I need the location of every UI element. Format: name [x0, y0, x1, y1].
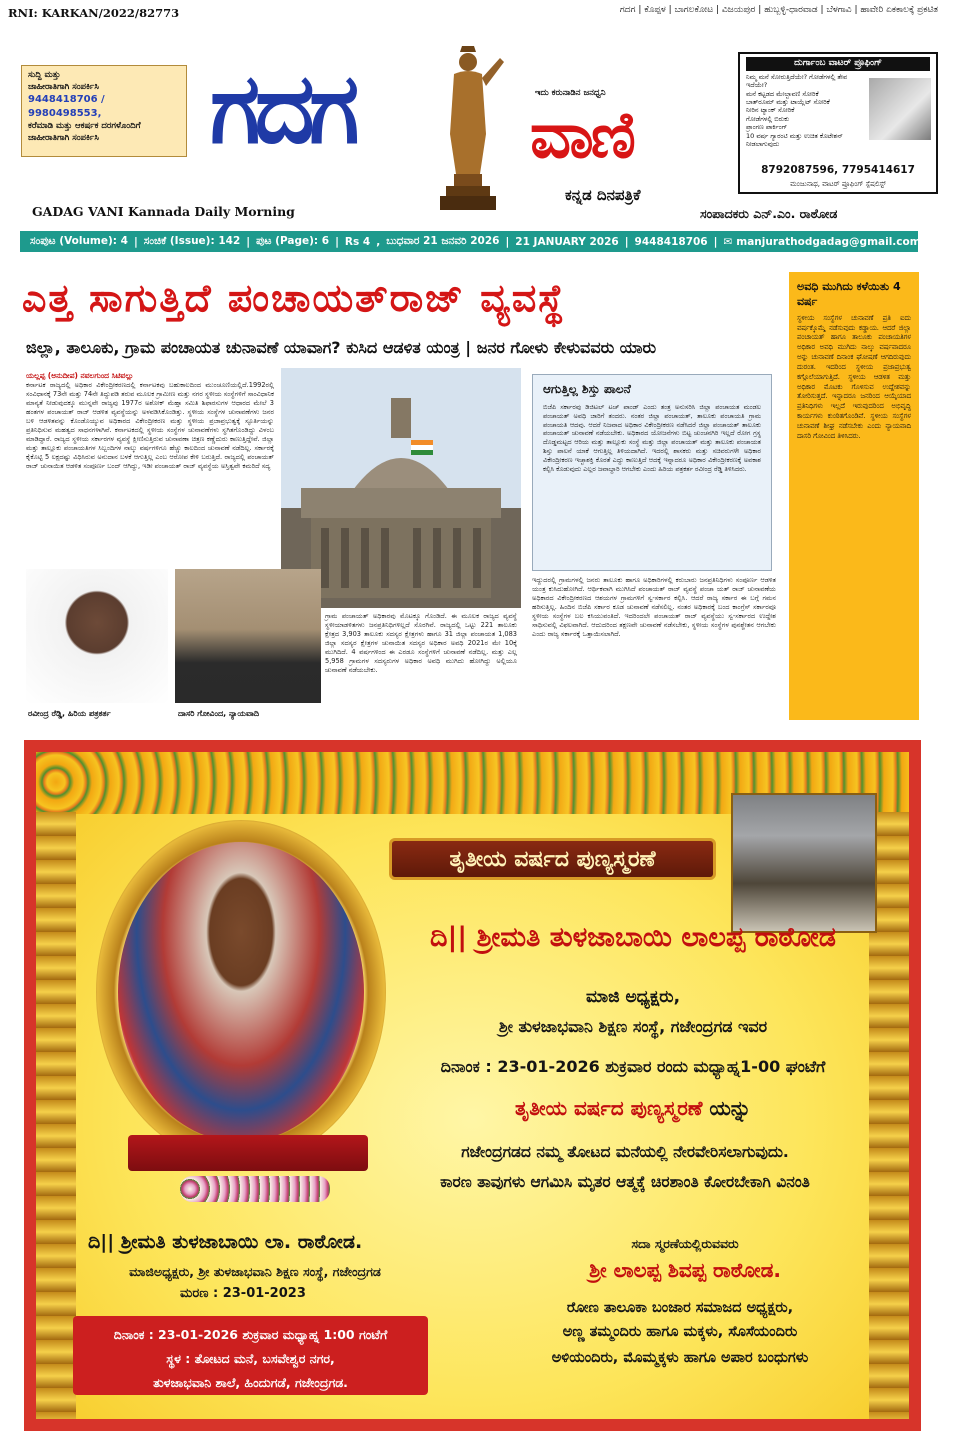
location-icon: ◉ [932, 235, 942, 248]
sidebar-title: ಅವಧಿ ಮುಗಿದು ಕಳೆಯಿತು 4 ವರ್ಷ [797, 280, 901, 308]
samadhi-photo [731, 793, 877, 933]
ad-line: ಬಾತ್‌ರೂಮ್ ಮತ್ತು ಟಾಯ್ಲೆಟ್ ಸೋರಿಕೆ [746, 98, 830, 106]
red-ribbon [128, 1135, 368, 1171]
contact-line-4: ಜಾಹೀರಾತಿಗಾಗಿ ಸಂಪರ್ಕಿಸಿ [28, 132, 99, 143]
date-kannada: ಬುಧವಾರ 21 ಜನವರಿ 2026 [386, 235, 500, 247]
place: ಗದಗ [945, 235, 964, 247]
contact-line-3: ಕರೆಮಾಡಿ ಮತ್ತು ಆಕರ್ಷಕ ದರಗಳೊಂದಿಗೆ [28, 121, 141, 132]
ravindra-reddy-photo [26, 569, 168, 703]
discipline-sidebox [532, 374, 772, 571]
ad-line-3: ದಿನಾಂಕ : 23-01-2026 ಶುಕ್ರವಾರ ರಂದು ಮಧ್ಯಾಹ್ನ1-00 ಘಂಟೆಗೆ [440, 1057, 826, 1076]
anniversary-banner: ತೃತೀಯ ವರ್ಷದ ಪುಣ್ಯಸ್ಮರಣೆ [389, 838, 716, 880]
ad-title: ದುರ್ಗಾಂಬ ವಾಟರ್ ಪ್ರೂಫಿಂಗ್ [746, 57, 930, 71]
sidebar-text: ಸ್ಥಳೀಯ ಸಂಸ್ಥೆಗಳ ಚುನಾವಣೆ ಪ್ರತಿ ಐದು ವರ್ಷಕ್ಕೊಮ್ಮೆ ನಡೆಸುವುದು ಕಡ್ಡಾಯ. ಆದರೆ ಜಿಲ್ಲಾ ಪಂಚಾಯತ್ ಹಾಗೂ ತಾಲೂಕು ಪಂಚಾಯತಿಗಳ ಅಧಿಕಾರ ಅವಧಿ ಮುಗಿದು ನಾಲ್ಕು ವರ್ಷವಾದರೂ ಅನ್ನು ಚುನಾವಣೆ ದಿನಾಂಕ ಘೋಷಣೆ ಆಗದಿರುವುದು ದುರಂತ. ಇದರಿಂದ ಸ್ಥಳೀಯ ಪ್ರಜಾಪ್ರಭುತ್ವ ಕಗ್ಗೊಲೆಯಾಗುತ್ತಿದೆ. ಸ್ಥಳೀಯ ಆಡಳಿತ ಮತ್ತು ಅಧಿಕಾರ ಮೊಟಕು ಗೊಳಿಸುವ ಉದ್ದೇಶವನ್ನು ತೋರಿಸುತ್ತದೆ. ಇನ್ನಾದರೂ ಜನರಿಂದ ಆಯ್ಕೆಯಾದ ಪ್ರತಿನಿಧಿಗಳು ಇಲ್ಲದೆ ಇರುವುದರಿಂದ ಅಭಿವೃದ್ಧಿ ಕಾರ್ಯಗಳು ಕುಂಠಿತಗೊಂಡಿವೆ. ಸ್ಥಳೀಯ ಸಂಸ್ಥೆಗಳ ಚುನಾವಣೆ ಶೀಘ್ರ ನಡೆಸಬೇಕು ಎಂದು ನ್ಯಾಯವಾದಿ ದಾಸರಿ ಗೋವಿಂದ ತಿಳಿಸಿದರು. [797, 313, 911, 440]
sidebox-title: ಆಗುತ್ತಿಲ್ಲ ಶಿಸ್ತು ಪಾಲನೆ [543, 382, 631, 396]
contact-box [21, 65, 187, 157]
editions-list: ಗದಗ | ಕೊಪ್ಪಳ | ಬಾಗಲಕೋಟ | ವಿಜಯಪುರ | ಹುಬ್ಬಳ್ಳಿ-ಧಾರವಾಡ | ಬೆಳಗಾವಿ | ಹಾವೇರಿ ಏಕಕಾಲಕ್ಕೆ ಪ್ರಕಟಿತ [619, 5, 938, 15]
sidebox-text: ಬಿಜೆಪಿ ಸರ್ಕಾರವು ಡಿಜಿಟಲ್ ಟಚ್ ಪಾಂಡ್ ಎಂದು ತಂತ್ರ ಅನುಸರಿಸಿ ಜಿಲ್ಲಾ ಪಂಚಾಯತ ಮಂಡಲ ಪಂಚಾಯತ್ ಅವಧಿ ಜಾರಿಗೆ ತಂದರು. ನಂತರ ಜಿಲ್ಲಾ ಪಂಚಾಯತ್, ತಾಲೂಕು ಪಂಚಾಯತಿ ಗ್ರಾಮ ಪಂಚಾಯತಿ ಆದವು. ಆದರೆ ನಿಜವಾದ ಅಧಿಕಾರ ವಿಕೇಂದ್ರೀಕರಣ ನಡೆಸಿದರೆ ಜಿಲ್ಲಾ ಪಂಚಾಯತ್ ತಾಲೂಕು ಪಂಚಾಯತ್ ಚುನಾವಣೆ ನಡೆಯಬೇಕು. ಅಧಿಕಾರದ ಯೋಜನೆಗಳು ಬಿಟ್ಟ ಚುಂಚನಗಿರಿ ಇಲ್ಲದೆ ರೋಗ ಗ್ರಸ್ಥ ದೊಡ್ಡಮಟ್ಟದ ಆರಿಯ ಮತ್ತು ತಾಲ್ಲೂಕು ಸಂಸ್ಥೆ ಮತ್ತು ಜಿಲ್ಲಾ ಪಂಚಾಯತ್ ಮತ್ತು ತಾಲೂಕು ಪಂಚಾಯತ ಶಿಸ್ತು ಪಾಲನೆ ಯಾಕೆ ಆಗುತ್ತಿಲ್ಲ ತಿಳಿಯದಾಗಿದೆ. ಇದರಲ್ಲಿ ಶಾಸಕರು ಮತ್ತು ಸಚಿವರುಗಳೇ ಅಧಿಕಾರ ವಿಕೇಂದ್ರೀಕರಣ ಇಚ್ಛಾಶಕ್ತಿ ಕೊರತೆ ಎದ್ದು ಕಾಣುತ್ತಿದೆ ಆದಕ್ಕೆ ಇನ್ನಾದರೂ ಅಧಿಕಾರ ವಿಕೇಂದ್ರೀಕರಣಕ್ಕೆ ಅವಕಾಶ ಕಲ್ಪಿಸಿ ಕೊಡುವುದು ಎಲ್ಲರ ಜವಾಬ್ದಾರಿ ಆಗಬೇಕು ಎಂದು ಹಿರಿಯ ಪತ್ರಕರ್ತ ರವೀಂದ್ರ ರೆಡ್ಡಿ ತಿಳಿಸಿದರು. [543, 403, 761, 473]
event-details-box [73, 1316, 428, 1395]
ad-line: ನೀರಿನ ಟ್ಯಾಂಕ್ ಸೋರಿಕೆ [746, 106, 795, 115]
ad-lines [746, 73, 864, 149]
ad-photo [869, 78, 931, 140]
remembered-by-label: ಸದಾ ಸ್ಮರಣೆಯಲ್ಲಿರುವವರು [631, 1236, 739, 1251]
byline: ಯಲ್ಲಪ್ಪ (ಅನುದೀಪ) ನವಲಗುಂದ ಸಿಟಿವಲ್ಲು [26, 371, 134, 380]
contact-line-1: ಸುದ್ದಿ ಮತ್ತು [28, 70, 61, 80]
contact-line-2: ಜಾಹೀರಾತಿಗಾಗಿ ಸಂಪರ್ಕಿಸಿ [28, 81, 99, 92]
photo-caption-1: ರವೀಂದ್ರ ರೆಡ್ಡಿ, ಹಿರಿಯ ಪತ್ರಕರ್ತ [28, 709, 111, 718]
ad-line-5: ಗಜೇಂದ್ರಗಡದ ನಮ್ಮ ತೋಟದ ಮನೆಯಲ್ಲಿ ನೇರವೇರಿಸಲಾಗುವುದು. [461, 1143, 789, 1161]
ad-line: ನಿಮ್ಮ ಮನೆ ಸೋರುತ್ತಿದೆಯೇ? ಗೋಡೆಗಳಲ್ಲಿ ತೇವ ಇದೆಯೇ? [746, 72, 848, 90]
left-pillar [36, 812, 76, 1419]
envelope-icon: ✉ [723, 235, 733, 248]
kannada-daily-label: ಕನ್ನಡ ದಿನಪತ್ರಿಕೆ [565, 186, 641, 204]
event-date: ದಿನಾಂಕ : 23-01-2026 ಶುಕ್ರವಾರ ಮಧ್ಯಾಹ್ನ 1:00 ಗಂಟೆಗೆ [113, 1327, 388, 1342]
photo-caption-2: ದಾಸರಿ ಗೋವಿಂದ, ನ್ಯಾಯವಾದಿ [178, 709, 260, 718]
event-place: ಸ್ಥಳ : ತೋಟದ ಮನೆ, ಬಸವೇಶ್ವರ ನಗರ, [166, 1350, 335, 1366]
ad-line-6: ಕಾರಣ ತಾವುಗಳು ಆಗಮಿಸಿ ಮೃತರ ಆತ್ಮಕ್ಕೆ ಚಿರಶಾಂತಿ ಕೋರಬೇಕಾಗಿ ವಿನಂತಿ [440, 1173, 810, 1191]
event-place-2: ತುಳಜಾಭವಾನಿ ಶಾಲೆ, ಹಿಂದುಗಡೆ, ಗಜೇಂದ್ರಗಡ. [153, 1374, 348, 1390]
phone: 9448418706 [634, 235, 708, 248]
email-link[interactable]: manjurathodgadag@gmail.com [736, 235, 921, 248]
death-date: ಮರಣ : 23-01-2023 [180, 1286, 306, 1301]
ad-line: ಗೋಡೆಗಳಲ್ಲಿ ಬಿರುಕು [746, 114, 790, 123]
ad-line: ಪ್ರಾಂಗಣ ಪಾರ್ಕಿಂಗ್ [746, 123, 788, 132]
ad-line-1: ಮಾಜಿ ಅಧ್ಯಕ್ಷರು, [585, 987, 681, 1007]
logo-gadaga: ಗದಗ [210, 51, 354, 166]
remembered-by-line-2: ಅಣ್ಣ ತಮ್ಮಂದಿರು ಹಾಗೂ ಮಕ್ಕಳು, ಸೊಸೆಯಂದಿರು [562, 1324, 798, 1340]
ad-line: 10 ವರ್ಷ ಗ್ಯಾರಂಟಿ ಮತ್ತು ಉಚಿತ ಕೊಟೇಶನ್ ನೀಡಲಾಗುವುದು [746, 131, 843, 149]
ad-phone: 8792087596, 7795414617 [761, 164, 915, 177]
dasari-govinda-photo [175, 569, 321, 703]
subheadline: ಜಿಲ್ಲಾ, ತಾಲೂಕು, ಗ್ರಾಮ ಪಂಚಾಯತ ಚುನಾವಣೆ ಯಾವಾಗ? ಕುಸಿದ ಆಡಳಿತ ಯಂತ್ರ | ಜನರ ಗೋಳು ಕೇಳುವವರು ಯಾರು [26, 338, 657, 357]
rni-number: RNI: KARKAN/2022/82773 [8, 6, 180, 20]
deceased-name: ದಿ|| ಶ್ರೀಮತಿ ತುಳಜಾಬಾಯಿ ಲಾಲಪ್ಪ ರಾಠೋಡ [430, 922, 836, 953]
article-column-3: ಇದ್ದುದರಲ್ಲಿ ಗ್ರಾಮಗಳಲ್ಲಿ ಜನರು ತಾಲೂಕು ಹಾಗೂ ಅಧಿಕಾರಿಗಳಲ್ಲಿ ಕರುಬಾರು ಜನಪ್ರತಿನಿಧಿಗಳು ಸಂಪೂರ್ಣ ಆಡಳಿತ ಯಂತ್ರ ಕುಸಿದುಹೋಗಿದೆ. ಆರ್ಥಿಕವಾಗಿ ಮುಗಿಸಿದೆ ಪಂಚಾಯತ್ ರಾಜ್ ವ್ಯವಸ್ಥೆ ಪಂಚಾ ಯತ್ ರಾಜ್ ಚುನಾವಣೆಯ ಅಧಿಕಾರದ ವಿಕೇಂದ್ರೀಕರಣದ ಆಶಯಗಳ ಗ್ರಾಮಗಳಿಗೆ ಸ್ವ-ಸರ್ಕಾರ ಕಲ್ಪಿಸಿ. ಆದರೆ ರಾಜ್ಯ ಸರ್ಕಾರ ಈ ಬಗ್ಗೆ ಗಮನ ಹರಿಸುತ್ತಿಲ್ಲ. ಹಿಂದಿನ ಬಿಜೆಪಿ ಸರ್ಕಾರ ಕೂಡ ಚುನಾವಣೆ ನಡೆಸಲಿಲ್ಲ. ನಂತರ ಅಧಿಕಾರಕ್ಕೆ ಬಂದ ಕಾಂಗ್ರೆಸ್ ಸರ್ಕಾರವೂ ಸ್ಥಳೀಯ ಸಂಸ್ಥೆಗಳ ಬಲ ಕಸಿಯುವಂತಿದೆ. ಇದರಿಂದಲೇ ಪಂಚಾಯತ್ ರಾಜ್ ವ್ಯವಸ್ಥೆಯು ಸ್ವ-ಸರ್ಕಾರದ ಉದ್ದೇಶ ಸಾಧಿಸುವಲ್ಲಿ ವಿಫಲವಾಗಿದೆ. ಆದುದರಿಂದ ತಕ್ಷಣವೇ ಚುನಾವಣೆ ನಡೆಸಬೇಕು, ಸ್ಥಳೀಯ ಸಂಸ್ಥೆಗಳ ಪುನಶ್ಚೇತನ ಆಗಬೇಕು ಎಂದು ರಾಜ್ಯ ಸರ್ಕಾರಕ್ಕೆ ಒತ್ತಾಯಿಸಲಾಗಿದೆ. [532, 576, 776, 638]
ad-footer: ಮಂಜುನಾಥ, ವಾಟರ್ ಪ್ರೂಫಿಂಗ್ ಸ್ಪೆಷಲಿಸ್ಟ್ [790, 179, 886, 188]
portrait-name: ದಿ|| ಶ್ರೀಮತಿ ತುಳಜಾಬಾಯಿ ಲಾ. ರಾಠೋಡ. [88, 1231, 363, 1253]
portrait-post: ಮಾಜಿಅಧ್ಯಕ್ಷರು, ಶ್ರೀ ತುಳಜಾಭವಾನಿ ಶಿಕ್ಷಣ ಸಂಸ್ಥೆ, ಗಜೇಂದ್ರಗಡ [129, 1264, 381, 1279]
logo-vani: ವಾಣಿ [530, 98, 633, 173]
remembered-by-name: ಶ್ರೀ ಲಾಲಪ್ಪ ಶಿವಪ್ಪ ರಾಠೋಡ. [589, 1258, 781, 1282]
ad-line: ಮನೆ ಕಟ್ಟಡದ ಮೇಲ್ಛಾವಣಿ ಸೋರಿಕೆ [746, 89, 819, 98]
headline: ಎತ್ತ ಸಾಗುತ್ತಿದೆ ಪಂಚಾಯತ್‌ರಾಜ್ ವ್ಯವಸ್ಥೆ [22, 276, 566, 320]
volume: ಸಂಪುಟ (Volume): 4 [30, 235, 128, 247]
price: Rs 4 [344, 235, 371, 248]
article-column-2: ಗ್ರಾಮ ಪಂಚಾಯತ್ ಅಧಿಕಾರವು ಮೊಟಕ್ಕೂ ಗೊಂಡಿದೆ. ಈ ಮೂಲಕ ರಾಜ್ಯದ ವ್ಯವಸ್ಥೆ ಸ್ಥಳೀಯಾಡಳಿತಗಳು ಜನಪ್ರತಿನಿಧಿಗಳಿಲ್ಲದೆ ಸೊರಗಿವೆ. ರಾಜ್ಯದಲ್ಲಿ ಒಟ್ಟು 221 ತಾಲೂಕು ಕ್ಷೇತ್ರದ 3,903 ತಾಲೂಕು ಸದಸ್ಯರ ಕ್ಷೇತ್ರಗಳು ಹಾಗೂ 31 ಜಿಲ್ಲಾ ಪಂಚಾಯತ 1,083 ಜಿಲ್ಲಾ ಸದಸ್ಯರ ಕ್ಷೇತ್ರಗಳ ಚುನಾಯಿತ ಸದಸ್ಯರ ಅಧಿಕಾರ ಅವಧಿ 2021ರ ಮೇ 10ಕ್ಕೆ ಮುಗಿದಿದೆ. 4 ವರ್ಷಗಳಿಂದ ಈ ಎರಡೂ ಸಂಸ್ಥೆಗಳಿಗೆ ಚುನಾವಣೆ ನಡೆದಿಲ್ಲ. ಮತ್ತು ಎಲ್ಲ 5,958 ಗ್ರಾಮಗಳ ಸದಸ್ಯರುಗಳ ಅಧಿಕಾರ ಅವಧಿ ಮುಗಿದು ಹೋಗಿದ್ದು ಅಲ್ಲಿಯೂ ಚುನಾವಣೆ ನಡೆಯಬೇಕು. [325, 612, 517, 674]
date-english: 21 JANUARY 2026 [515, 235, 619, 248]
term-expired-sidebar [789, 272, 919, 720]
ad-line-4 [388, 1096, 878, 1120]
contact-phones: 9448418706 / 9980498553, [28, 94, 105, 120]
ad-line-4-rest: ಯನ್ನು [702, 1096, 751, 1120]
logo-tagline: ಇದು ಕರುನಾಡಿನ ಜನಧ್ವನಿ [535, 88, 606, 98]
issue: ಸಂಚಿಕೆ (Issue): 142 [143, 235, 241, 247]
ad-line-2: ಶ್ರೀ ತುಳಜಾಭವಾನಿ ಶಿಕ್ಷಣ ಸಂಸ್ಥೆ, ಗಜೇಂದ್ರಗಡ ಇವರ [498, 1017, 768, 1036]
deceased-portrait [118, 842, 364, 1142]
pages: ಪುಟ (Page): 6 [256, 235, 330, 247]
remembered-by-line-1: ರೋಣ ತಾಲೂಕಾ ಬಂಜಾರ ಸಮಾಜದ ಅಧ್ಯಕ್ಷರು, [566, 1300, 794, 1316]
editor-name: ಸಂಪಾದಕರು ಎನ್.ಎಂ. ರಾಠೋಡ [700, 206, 838, 221]
info-bar: ಸಂಪುಟ (Volume): 4 | ಸಂಚಿಕೆ (Issue): 142 | ಪುಟ (Page): 6 | Rs 4 , ಬುಧವಾರ 21 ಜನವರಿ 2026 | 21 JANUARY 2026 | 9448418706 | ✉ manjurathodgadag@gmail.com ◉ ಗದಗ [20, 231, 918, 252]
statue-logo-icon [420, 44, 516, 214]
ad-line-4-red: ತೃತೀಯ ವರ್ಷದ ಪುಣ್ಯಸ್ಮರಣೆ [515, 1096, 703, 1120]
waterproofing-ad [738, 52, 938, 194]
article-column-1: ಕರ್ನಾಟಕ ರಾಜ್ಯದಲ್ಲಿ ಅಧಿಕಾರ ವಿಕೇಂದ್ರೀಕರಣದಲ್ಲಿ ಕರ್ನಾಟಕವು ಬಹುಕಾಲದಿಂದ ಮುಂಚೂಣಿಯಲ್ಲಿದೆ.1992ರಲ್ಲಿ ಸಂವಿಧಾನಕ್ಕೆ 73ನೇ ಮತ್ತು 74ನೇ ತಿದ್ದುಪಡಿ ತರುವ ಮೂಲಕ ಗ್ರಾಮೀಣ ಮತ್ತು ನಗರ ಸ್ಥಳೀಯ ಸಂಸ್ಥೆಗಳಿಗೆ ಸಾಂವಿಧಾನಿಕ ಮಾನ್ಯತೆ ನೀಡುವುದಕ್ಕೂ ಮುನ್ನವೇ ರಾಜ್ಯವು 1977ರ ಅಶೋಕ್ ಮೆಹ್ತಾ ಸಮಿತಿ ಶಿಫಾರಸುಗಳ ಆಧಾರದ ಮೇಲೆ 3 ಹಂತಗಳ ಪಂಚಾಯತ್ ರಾಜ್ ಆಡಳಿತ ವ್ಯವಸ್ಥೆಯನ್ನು ಅಳವಡಿಸಿಕೊಂಡಿತ್ತು. ಸ್ಥಳೀಯ ಸಂಸ್ಥೆಗಳ ಚುನಾವಣೆಗಳು ಜನರ ಬಳಿ ಆಡಳಿತವನ್ನು ಕೊಂಡೊಯ್ಯುವ ಅಧಿಕಾರದ ವಿಕೇಂದ್ರೀಕರಣ ಮತ್ತು ಸ್ಥಳೀಯ ಪ್ರಜಾಪ್ರಭುತ್ವಕ್ಕೆ ಸ್ಫೂರ್ತಿಯನ್ನು ಪ್ರತಿನಿಧಿಸುವ ಮಹತ್ವದ ಸಾಧನಗಳಾಗಿವೆ. ಕರ್ನಾಟಕದಲ್ಲಿ ಸ್ಥಳೀಯ ಸಂಸ್ಥೆಗಳ ಚುನಾವಣೆಗಳು ಸ್ಥಗಿತಗೊಂಡಿದ್ದು ವಿಳಂಬ ಮಾಡಿದ್ದಾರೆ. ರಾಜ್ಯದ ಸ್ಥಳೀಯ ಸರ್ಕಾರಗಳ ವ್ಯವಸ್ಥೆ ಕ್ಷೀಣಿಸುತ್ತಿರುವ ಚುನಾವಣಾ ಚಿತ್ರಣ ಕಣ್ಣೆದುರು ಕಾಣುತ್ತಿದ್ದೇವೆ. ಜಿಲ್ಲಾ ಮತ್ತು ತಾಲ್ಲೂಕು ಪಂಚಾಯತಿಗಳ ಸಿಬ್ಬಂದಿಗಳ ನಾಲ್ಕು ವರ್ಷಗಳಿಗೂ ಹೆಚ್ಚು ಕಾಲದಿಂದ ಚುನಾವಣೆ ನಡೆದಿಲ್ಲ. ಸರ್ಕಾರಕ್ಕೆ ಕೈಕೊಟ್ಟಿ 5 ಲಕ್ಷದಷ್ಟು ವಿಧಿಸಿರುವ ಅನುದಾನ ಬಳಕೆ ಆಗುತ್ತಿಲ್ಲ ಎಂಬ ಆರೋಪ ಕೇಳಿ ಬರುತ್ತಿದೆ. ರಾಜ್ಯದಲ್ಲಿ ಪಂಚಾಯತ್ ರಾಜ್ ಚುನಾಯಿತ ಆಡಳಿತ ಸಂಪೂರ್ಣ ಬಂದ್ ಆಗಿದ್ದು, ಇಡೀ ಪಂಚಾಯತ್ ರಾಜ್ ವ್ಯವಸ್ಥೆಯ ಅಸ್ತಿತ್ವವೇ ಕಮರಿದೆ ಸದ್ಯ [26, 381, 274, 470]
remembered-by-line-3: ಅಳಿಯಂದಿರು, ಮೊಮ್ಮಕ್ಕಳು ಹಾಗೂ ಅಪಾರ ಬಂಧುಗಳು [551, 1350, 809, 1366]
english-daily-label: GADAG VANI Kannada Daily Morning [32, 204, 295, 219]
flower-bouquet [180, 1176, 330, 1202]
